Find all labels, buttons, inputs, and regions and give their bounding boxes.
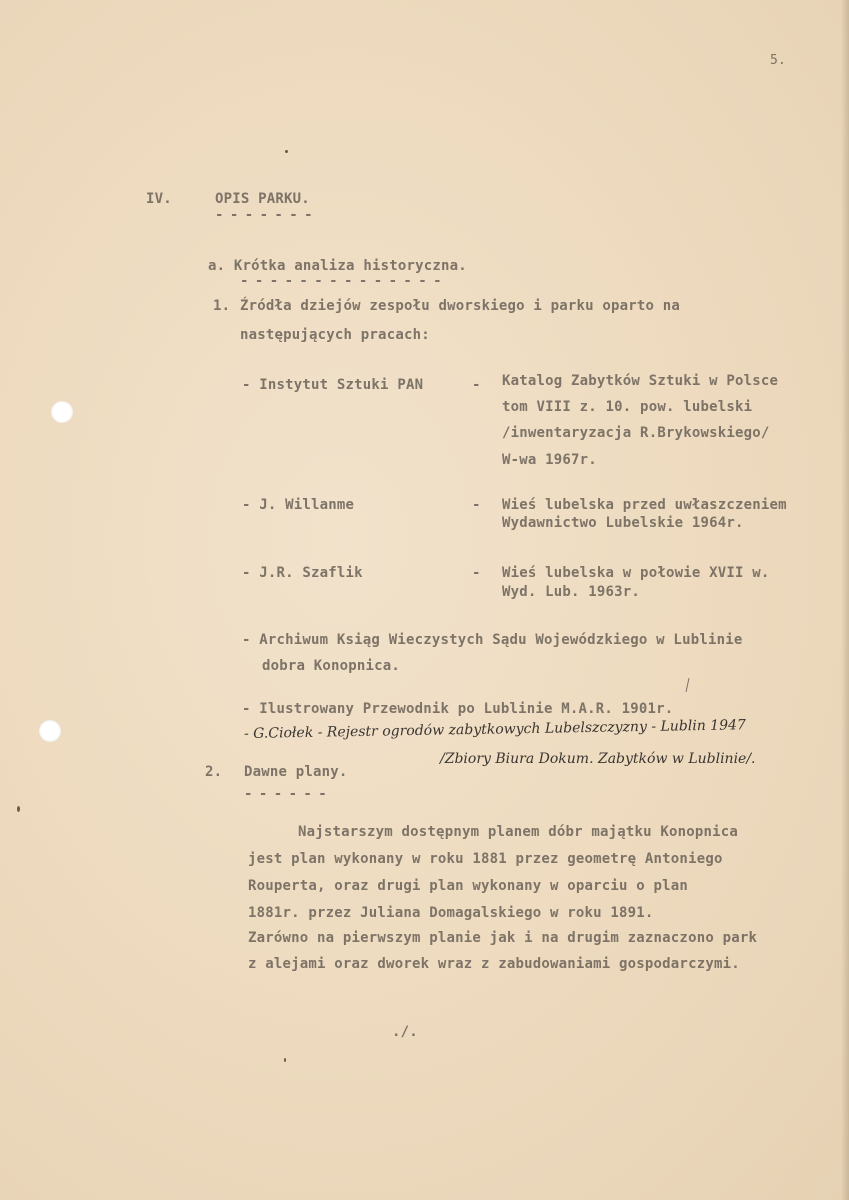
source-title-line: /inwentaryzacja R.Brykowskiego/ bbox=[502, 425, 770, 441]
source-title-line: Wyd. Lub. 1963r. bbox=[502, 584, 641, 600]
archive-line-1: - Archiwum Ksiąg Wieczystych Sądu Wojewódzkiego w Lublinie bbox=[242, 632, 743, 648]
paragraph-line: Najstarszym dostępnym planem dóbr majątku Konopnica bbox=[298, 824, 739, 840]
section-numeral: IV. bbox=[146, 191, 172, 207]
guide-line: - Ilustrowany Przewodnik po Lublinie M.A.R. 1901r. bbox=[242, 701, 674, 717]
item-1-line-1: Źródła dziejów zespołu dworskiego i parku oparto na bbox=[240, 298, 681, 314]
item-1-number: 1. bbox=[213, 298, 231, 314]
subsection-a-underline: - - - - - - - - - - - - - - bbox=[240, 273, 441, 289]
source-dash: - bbox=[472, 565, 481, 581]
paragraph-line: Rouperta, oraz drugi plan wykonany w oparciu o plan bbox=[248, 878, 689, 894]
source-title-line: Wieś lubelska przed uwłaszczeniem bbox=[502, 497, 787, 513]
paragraph-line: Zarówno na pierwszym planie jak i na drugim zaznaczono park bbox=[248, 930, 758, 946]
source-title-line: Katalog Zabytków Sztuki w Polsce bbox=[502, 373, 779, 389]
paragraph-line: jest plan wykonany w roku 1881 przez geometrę Antoniego bbox=[248, 851, 723, 867]
source-dash: - bbox=[472, 377, 481, 393]
binder-hole-top bbox=[51, 401, 73, 423]
continuation-mark: ./. bbox=[392, 1024, 418, 1040]
handwritten-line-1: - G.Ciołek - Rejestr ogrodów zabytkowych Lubelszczyzny - Lublin 1947 bbox=[243, 717, 747, 742]
source-author: - J.R. Szaflik bbox=[242, 565, 363, 581]
paper-speck bbox=[285, 150, 288, 153]
source-author: - Instytut Sztuki PAN bbox=[242, 377, 424, 393]
page-edge-shadow bbox=[841, 0, 849, 1200]
paragraph-line: z alejami oraz dworek wraz z zabudowaniami gospodarczymi. bbox=[248, 956, 740, 972]
page-number: 5. bbox=[770, 53, 787, 68]
section-title: OPIS PARKU. bbox=[215, 191, 310, 207]
source-author: - J. Willanme bbox=[242, 497, 355, 513]
item-2-number: 2. bbox=[205, 764, 223, 780]
paper-speck bbox=[284, 1058, 286, 1062]
item-2-label: Dawne plany. bbox=[244, 764, 348, 780]
binder-hole-bottom bbox=[39, 720, 61, 742]
source-title-line: W-wa 1967r. bbox=[502, 452, 597, 468]
section-title-underline: - - - - - - - bbox=[215, 207, 312, 223]
paper-speck bbox=[17, 806, 20, 812]
item-1-line-2: następujących pracach: bbox=[240, 327, 430, 343]
source-title-line: Wydawnictwo Lubelskie 1964r. bbox=[502, 515, 744, 531]
handwritten-line-2: /Zbiory Biura Dokum. Zabytków w Lublinie/. bbox=[440, 751, 756, 767]
source-title-line: Wieś lubelska w połowie XVII w. bbox=[502, 565, 770, 581]
paragraph-line: 1881r. przez Juliana Domagalskiego w roku 1891. bbox=[248, 905, 654, 921]
item-2-underline: - - - - - - bbox=[244, 786, 326, 802]
archive-line-2: dobra Konopnica. bbox=[262, 658, 401, 674]
pencil-mark bbox=[686, 678, 690, 692]
source-dash: - bbox=[472, 497, 481, 513]
source-title-line: tom VIII z. 10. pow. lubelski bbox=[502, 399, 753, 415]
subsection-a-label: a. Krótka analiza historyczna. bbox=[208, 258, 467, 274]
